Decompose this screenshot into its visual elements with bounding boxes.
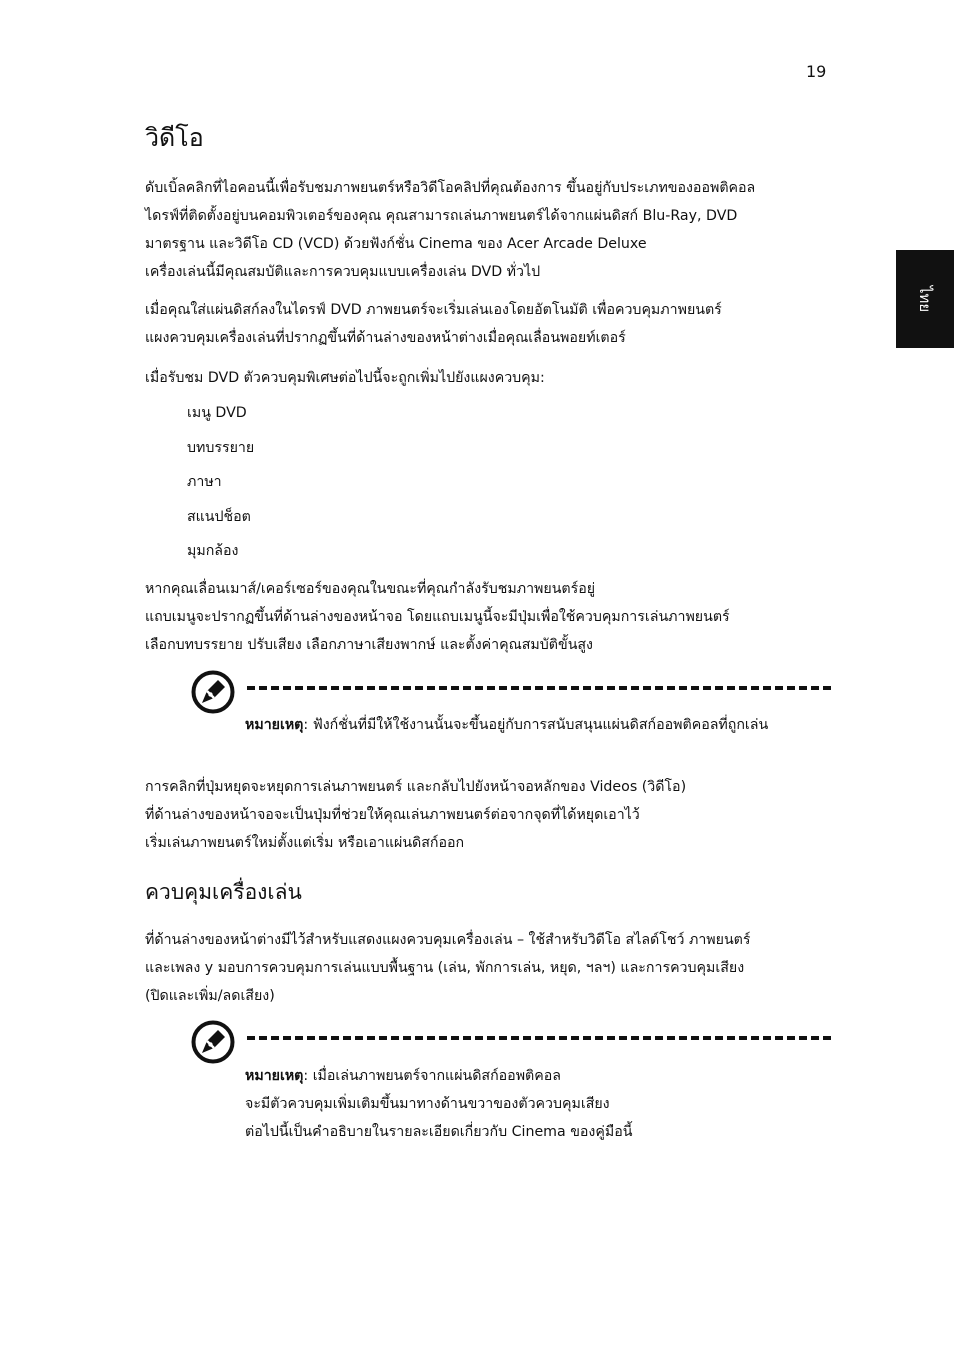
- insert-line: แผงควบคุมเครื่องเล่นที่ปรากฏขึ้นที่ด้านล่างของหน้าต่างเมื่อคุณเลื่อนพอยท์เตอร์: [145, 330, 626, 346]
- language-tab-label: ไทย: [916, 285, 934, 313]
- language-tab: [896, 250, 954, 348]
- list-item: มุมกล้อง: [187, 543, 239, 559]
- intro-line: เครื่องเล่นนี้มีคุณสมบัติและการควบคุมแบบเครื่องเล่น DVD ทั่วไป: [145, 264, 541, 280]
- controls-paragraph: [145, 926, 835, 1010]
- note-body: : ฟังก์ชั่นที่มีให้ใช้งานนั้นจะขึ้นอยู่กับการสนับสนุนแผ่นดิสก์ออพติคอลที่ถูกเล่น: [303, 717, 769, 733]
- note-label: หมายเหตุ: [245, 1068, 304, 1084]
- note-line: ต่อไปนี้เป็นคำอธิบายในรายละเอียดเกี่ยวกับ Cinema ของคู่มือนี้: [245, 1124, 633, 1140]
- stop-line: การคลิกที่ปุ่มหยุดจะหยุดการเล่นภาพยนตร์ และกลับไปยังหน้าจอหลักของ Videos (วิดีโอ): [145, 779, 687, 795]
- list-item: ภาษา: [187, 474, 222, 490]
- insert-line: เมื่อคุณใส่แผ่นดิสก์ลงในไดรฟ์ DVD ภาพยนตร์จะเริ่มเล่นเองโดยอัตโนมัติ เพื่อควบคุมภาพยนตร์: [145, 302, 722, 318]
- list-item: สแนปช็อต: [187, 508, 251, 525]
- note-line: จะมีตัวควบคุมเพิ่มเติมขึ้นมาทางด้านขวาของตัวควบคุมเสียง: [245, 1096, 610, 1112]
- mouse-line: เลือกบทบรรยาย ปรับเสียง เลือกภาษาเสียงพากษ์ และตั้งค่าคุณสมบัติขั้นสูง: [145, 637, 593, 653]
- note-line: [245, 711, 768, 739]
- intro-line: มาตรฐาน และวิดีโอ CD (VCD) ด้วยฟังก์ชั่น Cinema ของ Acer Arcade Deluxe: [145, 236, 647, 252]
- stop-paragraph: [145, 773, 835, 857]
- dvd-controls-intro: [145, 364, 835, 392]
- note-pen-icon: [191, 670, 235, 714]
- section-title: วิดีโอ: [145, 123, 204, 152]
- insert-disc-paragraph: [145, 296, 835, 352]
- stop-line: ที่ด้านล่างของหน้าจอจะเป็นปุ่มที่ช่วยให้คุณเล่นภาพยนตร์ต่อจากจุดที่ได้หยุดเอาไว้: [145, 807, 640, 823]
- note-text: [245, 1062, 632, 1146]
- note-line: [245, 1062, 632, 1090]
- list-item: บทบรรยาย: [187, 439, 255, 456]
- intro-line: ดับเบิ้ลคลิกที่ไอคอนนี้เพื่อรับชมภาพยนตร์หรือวิดีโอคลิปที่คุณต้องการ ขึ้นอยู่กับประเภทของออพติคอล: [145, 180, 756, 196]
- controls-line: (ปิดและเพิ่ม/ลดเสียง): [145, 988, 275, 1004]
- note-divider: [247, 686, 831, 690]
- subsection-title: ควบคุมเครื่องเล่น: [145, 880, 302, 904]
- intro-paragraph: [145, 174, 835, 286]
- page-number: 19: [806, 62, 827, 81]
- controls-line: ที่ด้านล่างของหน้าต่างมีไว้สำหรับแสดงแผงควบคุมเครื่องเล่น – ใช้สำหรับวิดีโอ สไลด์โชว์ ภาพยนตร์: [145, 932, 751, 948]
- stop-line: เริ่มเล่นภาพยนตร์ใหม่ตั้งแต่เริ่ม หรือเอาแผ่นดิสก์ออก: [145, 835, 465, 851]
- intro-line: ไดรฟ์ที่ติดตั้งอยู่บนคอมพิวเตอร์ของคุณ คุณสามารถเล่นภาพยนตร์ได้จากแผ่นดิสก์ Blu-Ray, DVD: [145, 208, 738, 224]
- note-text: [245, 711, 768, 739]
- mouse-line: แถบเมนูจะปรากฏขึ้นที่ด้านล่างของหน้าจอ โดยแถบเมนูนี้จะมีปุ่มเพื่อใช้ควบคุมการเล่นภาพยนตร์: [145, 609, 730, 625]
- mouse-line: หากคุณเลื่อนเมาส์/เคอร์เซอร์ของคุณในขณะที่คุณกำลังรับชมภาพยนตร์อยู่: [145, 581, 596, 597]
- controls-line: และเพลง y มอบการควบคุมการเล่นแบบพื้นฐาน (เล่น, พักการเล่น, หยุด, ฯลฯ) และการควบคุมเสียง: [145, 960, 745, 976]
- note-label: หมายเหตุ: [245, 717, 304, 733]
- dvd-controls-list: [187, 401, 254, 574]
- note-pen-icon: [191, 1020, 235, 1064]
- mouse-paragraph: [145, 575, 835, 659]
- note-divider: [247, 1036, 831, 1040]
- note-body: : เมื่อเล่นภาพยนตร์จากแผ่นดิสก์ออพติคอล: [303, 1068, 561, 1084]
- list-item: เมนู DVD: [187, 405, 247, 421]
- dvd-intro-text: เมื่อรับชม DVD ตัวควบคุมพิเศษต่อไปนี้จะถูกเพิ่มไปยังแผงควบคุม:: [145, 370, 545, 386]
